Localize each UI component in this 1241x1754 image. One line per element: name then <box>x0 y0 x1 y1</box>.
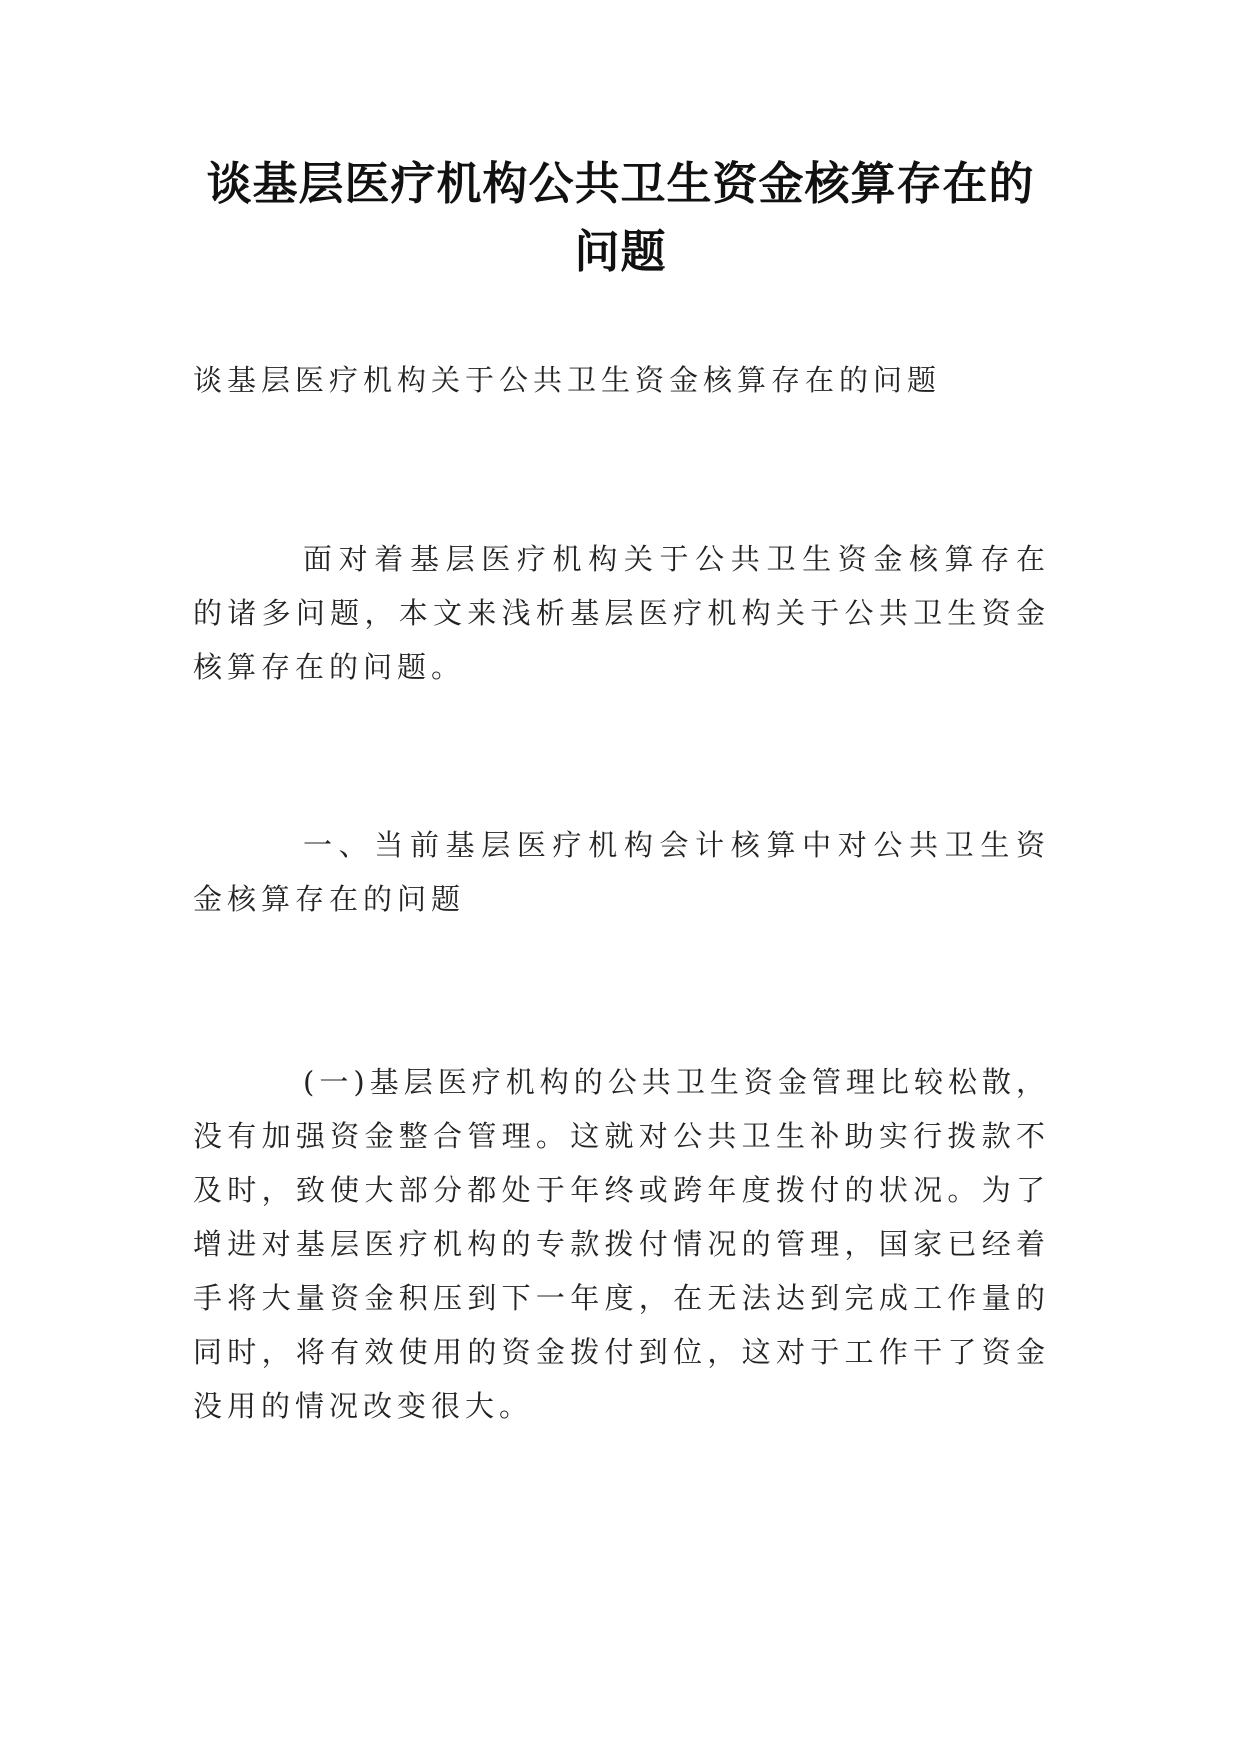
body-paragraph: (一)基层医疗机构的公共卫生资金管理比较松散，没有加强资金整合管理。这就对公共卫生补助实行拨款不及时，致使大部分都处于年终或跨年度拨付的状况。为了增进对基层医疗机构的专款拨付情况的管理，国家已经着手将大量资金积压到下一年度，在无法达到完成工作量的同时，将有效使用的资金拨付到位，这对于工作干了资金没用的情况改变很大。 <box>193 1065 1050 1423</box>
document-title: 谈基层医疗机构公共卫生资金核算存在的问题 <box>206 157 1035 278</box>
document-subtitle: 谈基层医疗机构关于公共卫生资金核算存在的问题 <box>193 363 942 397</box>
intro-paragraph: 面对着基层医疗机构关于公共卫生资金核算存在的诸多问题，本文来浅析基层医疗机构关于公共卫生资金核算存在的问题。 <box>193 542 1050 684</box>
section-heading: 一、当前基层医疗机构会计核算中对公共卫生资金核算存在的问题 <box>193 828 1050 916</box>
